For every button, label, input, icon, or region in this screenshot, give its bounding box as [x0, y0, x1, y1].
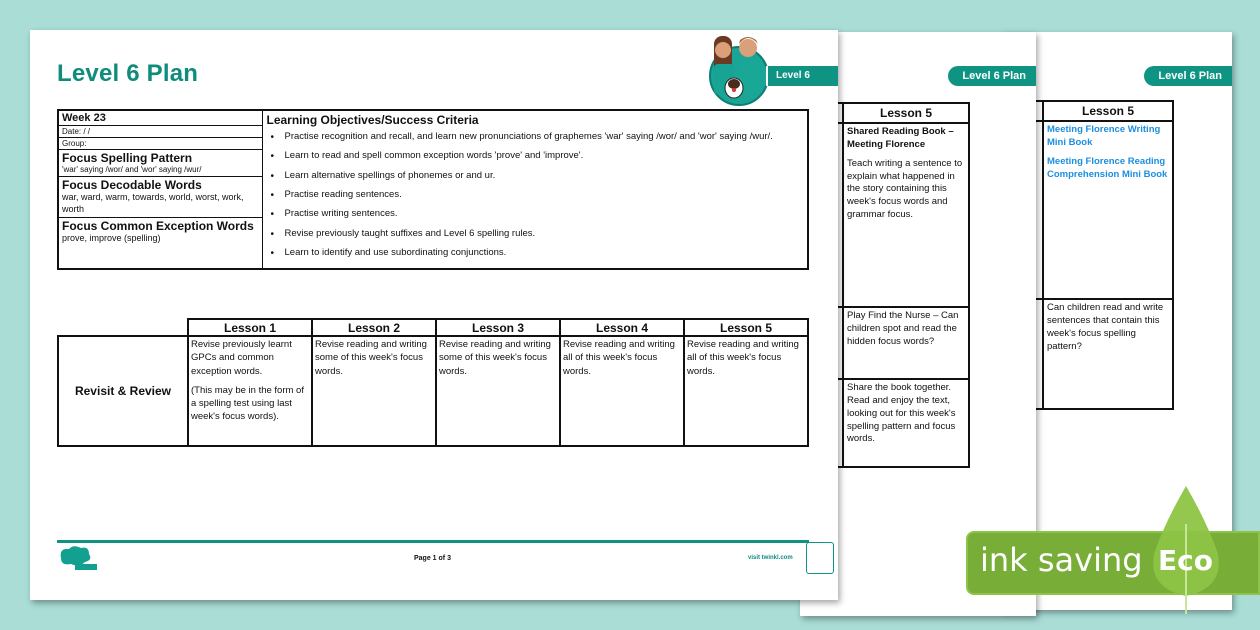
date-field[interactable]: Date: / /: [59, 126, 262, 138]
lesson-2-cell: Revise reading and writing some of this week's focus words.: [312, 336, 436, 446]
level-plan-tab: Level 6 Plan: [948, 66, 1036, 86]
lesson-3-header: Lesson 3: [436, 319, 560, 336]
characters-avatar-icon: [706, 30, 772, 106]
page-title: Level 6 Plan: [57, 60, 199, 87]
objective-item: • Learn to read and spell common exception words 'prove' and 'improve'.: [269, 150, 802, 162]
lesson-1-header: Lesson 1: [188, 319, 312, 336]
ink-saving-text: ink saving: [980, 541, 1143, 579]
revisit-review-label: Revisit & Review: [58, 336, 188, 446]
footer-divider: [57, 540, 809, 543]
lesson-5-cell: Can children read and write sentences that contain this week's focus spelling pattern?: [1047, 302, 1164, 352]
lesson-4-cell: Revise reading and writing all of this week's focus words.: [560, 336, 684, 446]
objective-item: • Learn to identify and use subordinating conjunctions.: [269, 247, 802, 259]
lesson-4-header: Lesson 4: [560, 319, 684, 336]
lesson-2-header: Lesson 2: [312, 319, 436, 336]
group-field[interactable]: Group:: [59, 138, 262, 150]
level-tab: Level 6: [766, 66, 838, 86]
week-label: Week 23: [59, 111, 262, 126]
lesson-3-cell: Revise reading and writing some of this week's focus words.: [436, 336, 560, 446]
lesson-5-cell: Play Find the Nurse – Can children spot and read the hidden focus words?: [847, 310, 959, 347]
focus-decodable-words: Focus Decodable Words war, ward, warm, towards, world, worst, work, worth: [59, 177, 262, 217]
focus-common-exception-words: Focus Common Exception Words prove, improve (spelling): [62, 218, 254, 243]
objectives-cell: [262, 110, 808, 269]
quality-badge-icon: [806, 542, 834, 574]
phonics-logo-icon: [57, 544, 103, 574]
level-plan-tab: Level 6 Plan: [1144, 66, 1232, 86]
table-row: [58, 336, 808, 446]
lesson-5-cell: Teach writing a sentence to explain what happened in the story containing this week's focus words and grammar focus.: [847, 157, 963, 221]
footer-url[interactable]: visit twinkl.com: [748, 555, 793, 561]
objective-item: • Practise reading sentences.: [269, 189, 802, 201]
overview-table: [57, 109, 809, 270]
lesson-5-header: Lesson 5: [843, 103, 969, 123]
objectives-heading: Learning Objectives/Success Criteria: [266, 113, 479, 127]
eco-label: Eco: [1158, 544, 1213, 577]
page-number: Page 1 of 3: [414, 555, 451, 562]
objective-item: • Practise recognition and recall, and learn new pronunciations of graphemes 'war' saying /wor/ and 'wor' saying /wur/.: [269, 131, 802, 143]
lesson-table: [57, 318, 809, 447]
objective-item: • Revise previously taught suffixes and Level 6 spelling rules.: [269, 228, 802, 240]
meeting-florence-writing-link[interactable]: Meeting Florence Writing Mini Book: [1047, 124, 1161, 148]
lesson-5-header: Lesson 5: [684, 319, 808, 336]
objective-item: • Practise writing sentences.: [269, 208, 802, 220]
front-page: [30, 30, 838, 600]
objectives-list: [263, 131, 808, 268]
focus-spelling-pattern: Focus Spelling Pattern 'war' saying /wor/ and 'wor' saying /wur/: [59, 150, 262, 177]
meeting-florence-reading-link[interactable]: Meeting Florence Reading Comprehension Mini Book: [1047, 155, 1168, 180]
lesson-5-cell: Revise reading and writing all of this week's focus words.: [684, 336, 808, 446]
objective-item: • Learn alternative spellings of phonemes or and ur.: [269, 170, 802, 182]
lesson-5-cell: Share the book together. Read and enjoy the text, looking out for this week's spelling pattern and focus words.: [847, 382, 956, 445]
shared-reading-title: Shared Reading Book – Meeting Florence: [847, 126, 954, 150]
lesson-5-header: Lesson 5: [1043, 101, 1173, 121]
lesson-1-cell: Revise previously learnt GPCs and common exception words. (This may be in the form of a spelling test using last week's focus words).: [188, 336, 312, 446]
